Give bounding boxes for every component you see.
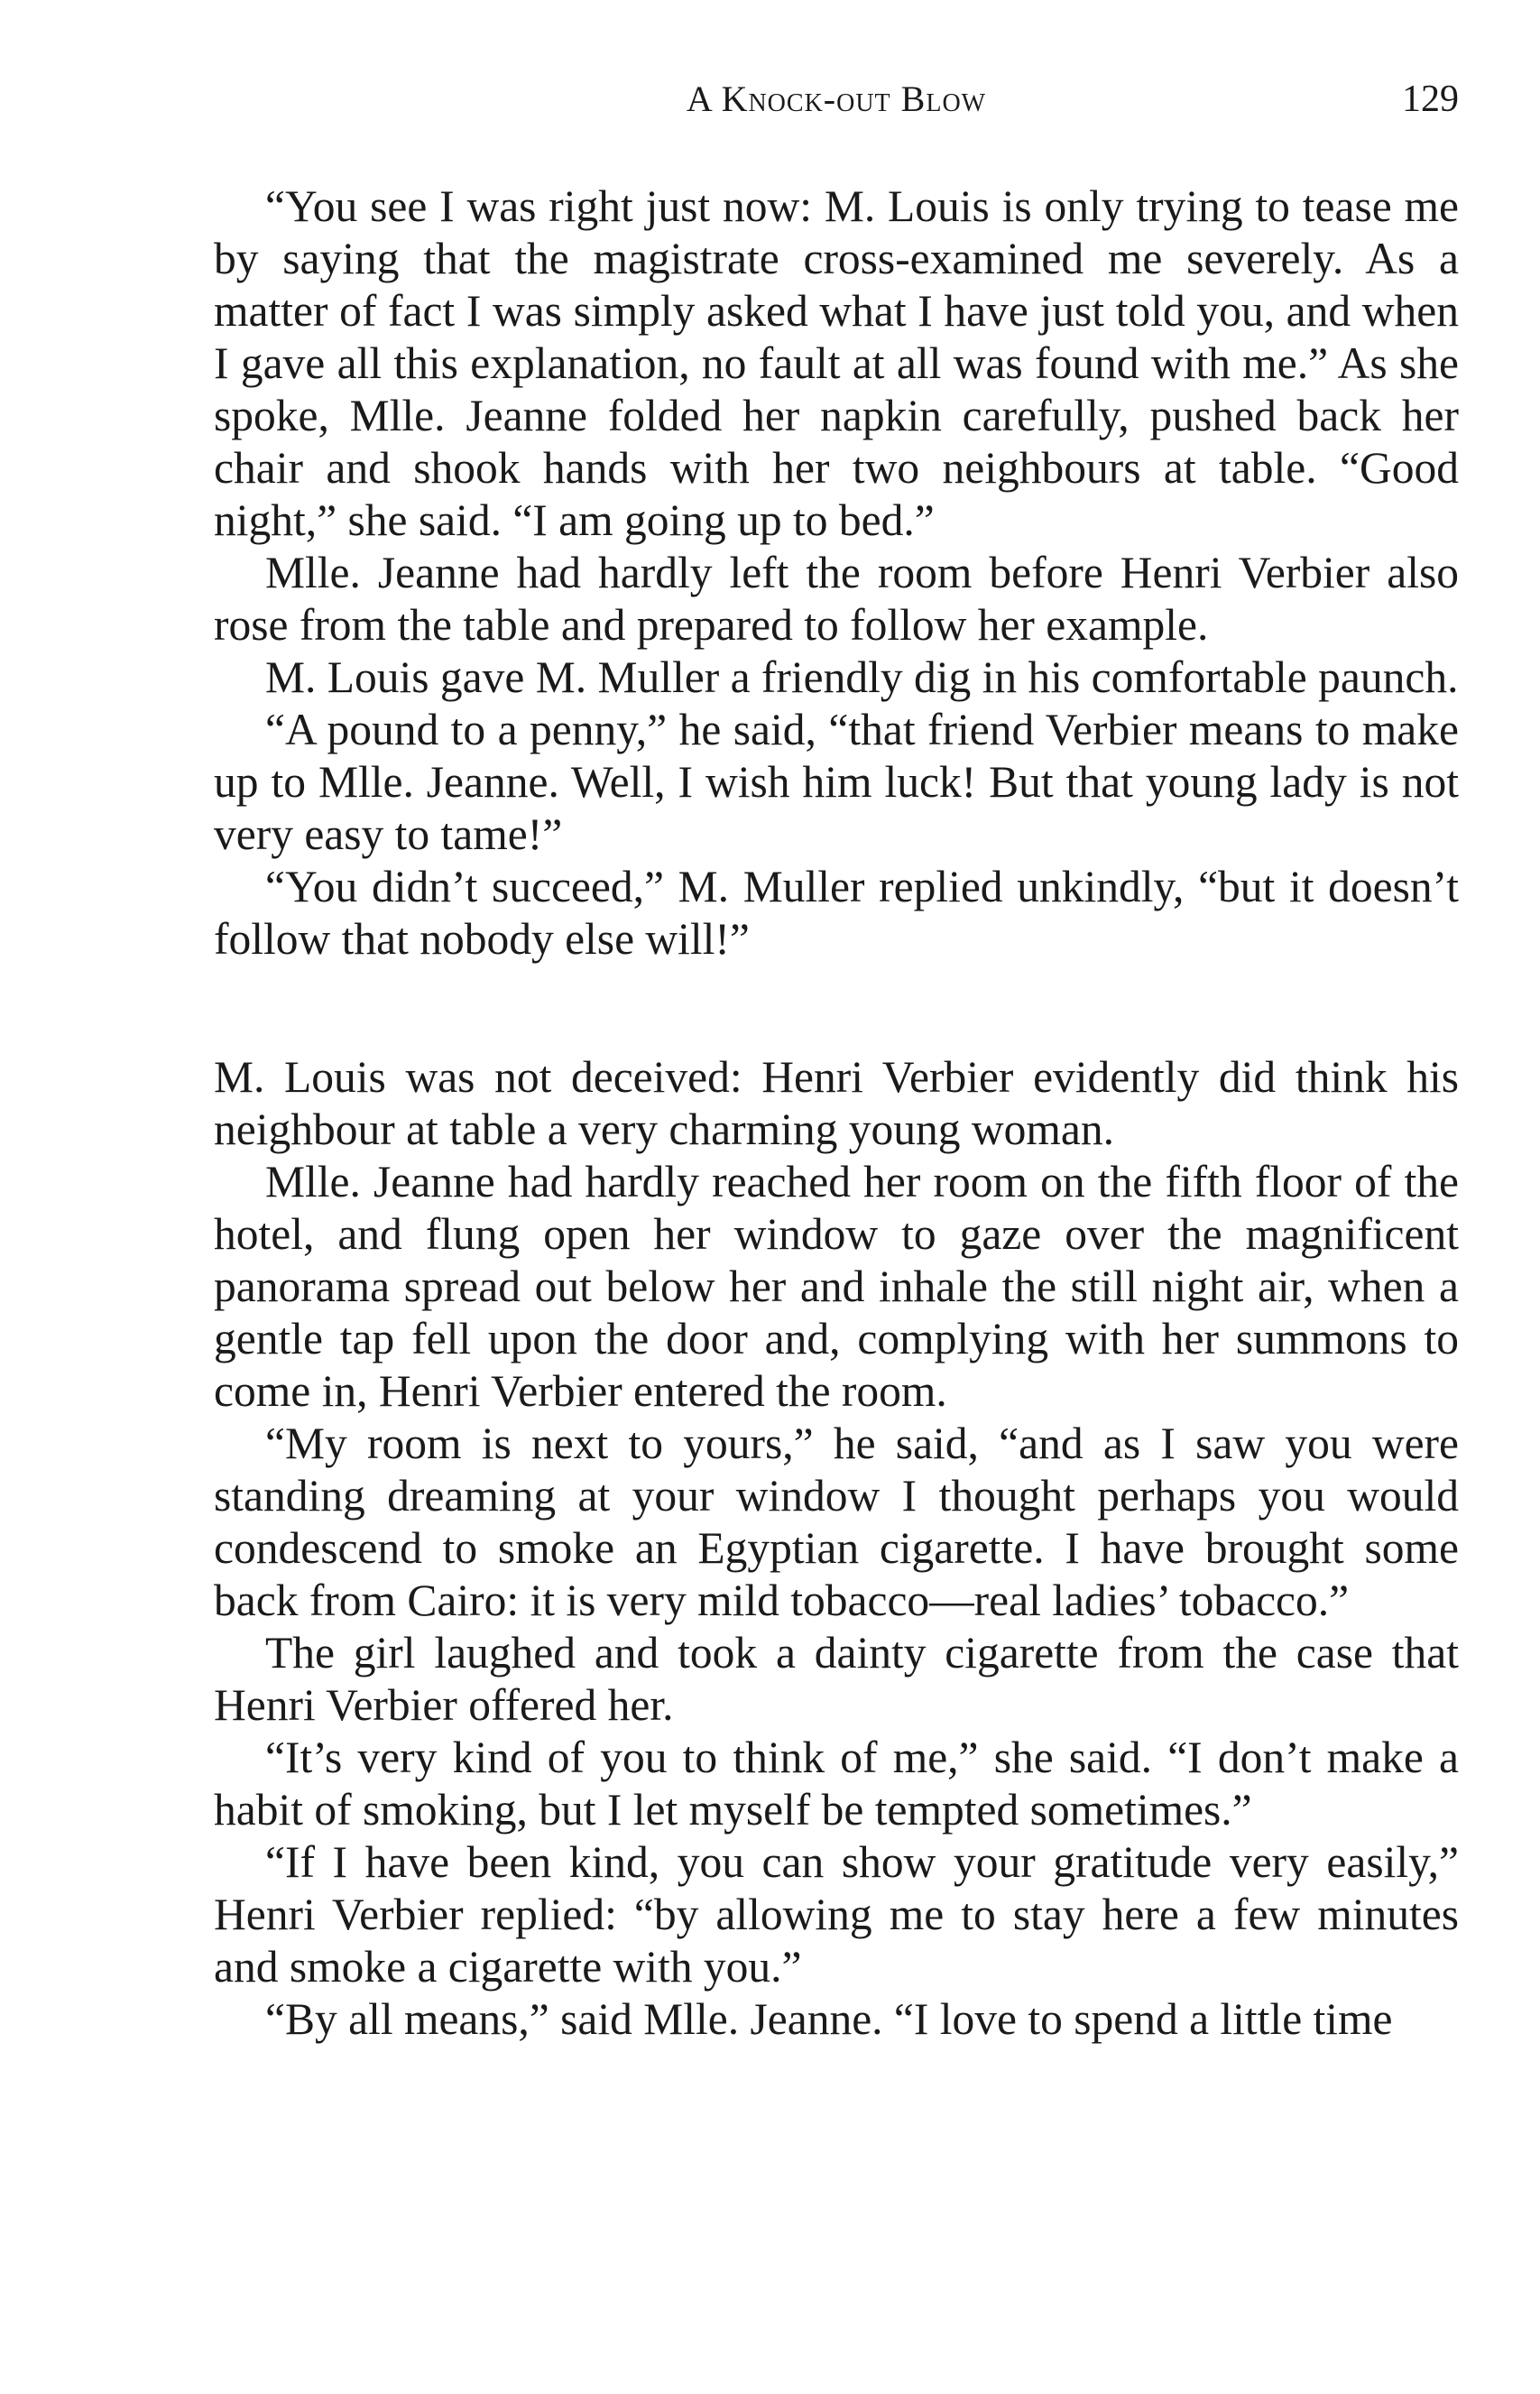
- running-head: [214, 72, 1459, 126]
- section-break: [214, 966, 1459, 1051]
- paragraph-1: “You see I was right just now: M. Louis is only trying to tease me by saying that the magistrate cross-examined me severely. As a matter of fact I was simply asked what I have just told you, and when I gave all this explanation, no fault at all was found with me.” As she spoke, Mlle. Jeanne folded her napkin carefully, pushed back her chair and shook hands with her two neighbours at table. “Good night,” she said. “I am going up to bed.”: [214, 181, 1459, 545]
- paragraph-7: Mlle. Jeanne had hardly reached her room on the fifth floor of the hotel, and flung open her window to gaze over the magnificent panorama spread out below her and inhale the still night air, when a gentle tap fell upon the door and, complying with her summons to come in, Henri Verbier entered the room.: [214, 1157, 1459, 1416]
- paragraph-6: M. Louis was not deceived: Henri Verbier evidently did think his neighbour at table a very charming young woman.: [214, 1052, 1459, 1154]
- paragraph-9: The girl laughed and took a dainty cigarette from the case that Henri Verbier offered her.: [214, 1628, 1459, 1730]
- paragraph-8: “My room is next to yours,” he said, “and as I saw you were standing dreaming at your window I thought perhaps you would condescend to smoke an Egyptian cigarette. I have brought some back from Cairo: it is very mild tobacco—real ladies’ tobacco.”: [214, 1419, 1459, 1625]
- paragraph-2: Mlle. Jeanne had hardly left the room before Henri Verbier also rose from the table and prepared to follow her example.: [214, 548, 1459, 650]
- body-text: [214, 180, 1459, 2046]
- running-title: A Knock-out Blow: [686, 79, 987, 119]
- paragraph-5: “You didn’t succeed,” M. Muller replied unkindly, “but it doesn’t follow that nobody else will!”: [214, 862, 1459, 964]
- paragraph-10: “It’s very kind of you to think of me,” she said. “I don’t make a habit of smoking, but I let myself be tempted sometimes.”: [214, 1733, 1459, 1835]
- paragraph-3: M. Louis gave M. Muller a friendly dig in his comfortable paunch.: [265, 652, 1459, 702]
- page-number: 129: [1402, 79, 1459, 120]
- paragraph-4: “A pound to a penny,” he said, “that friend Verbier means to make up to Mlle. Jeanne. Well, I wish him luck! But that young lady is not very easy to tame!”: [214, 705, 1459, 859]
- paragraph-11: “If I have been kind, you can show your gratitude very easily,” Henri Verbier replied: “by allowing me to stay here a few minutes and smoke a cigarette with you.”: [214, 1837, 1459, 1992]
- paragraph-12: “By all means,” said Mlle. Jeanne. “I love to spend a little time: [265, 1994, 1393, 2044]
